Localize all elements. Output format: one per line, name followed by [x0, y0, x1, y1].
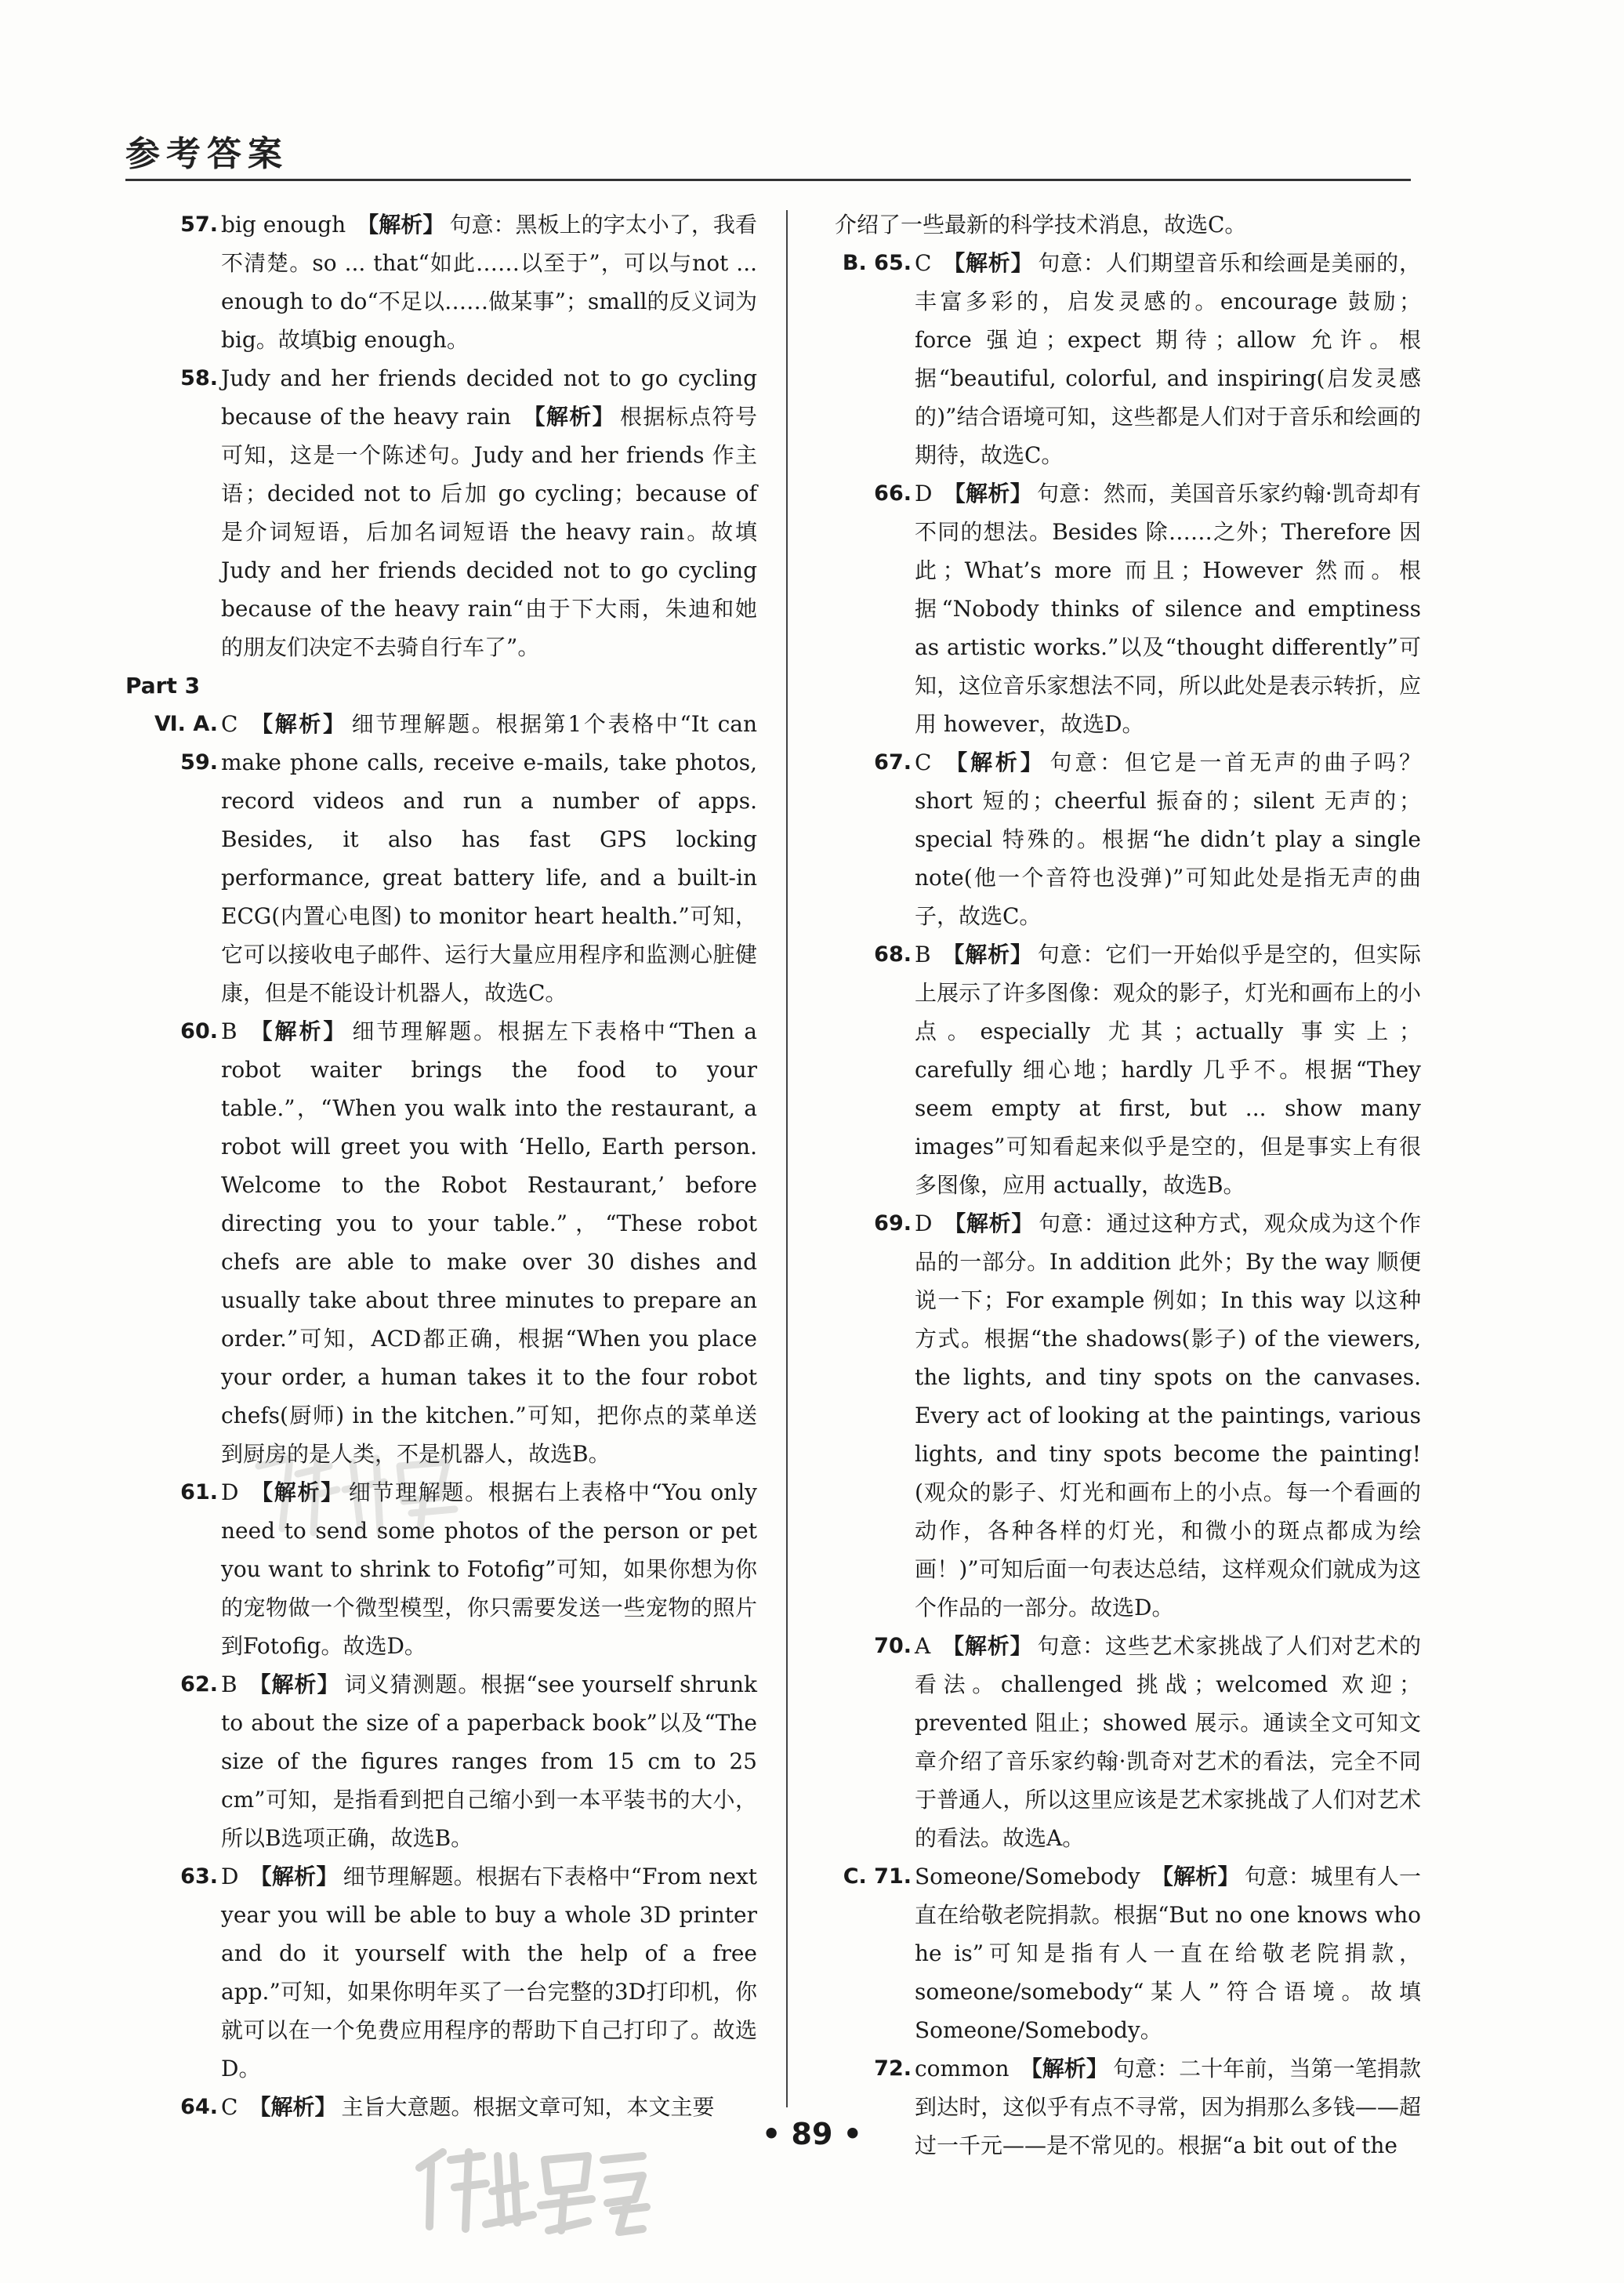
page-header-title: 参考答案	[125, 134, 288, 174]
question-number: 69.	[874, 1211, 912, 1236]
answer-value: D	[221, 1864, 239, 1889]
analysis-text: 细节理解题。根据右下表格中“From next year you will be able to buy a whole 3D printer and do it yourself with the help of a free app.”可知，如果你明年买了一台完整的3D打印机，你就可以在一个免费应用程序的帮助下自己打印了。故选D。	[221, 1864, 757, 2082]
analysis-text: 句意：通过这种方式，观众成为这个作品的一部分。In addition 此外；By the way 顺便说一下；For example 例如；In this way 以这种方式。根据“the shadows(影子) of the viewers, the lights, and tiny spots on the canvases. Every act of looking at the paintings, various lights, and tiny spots become the painting!(观众的影子、灯光和画布上的小点。每一个看画的动作，各种各样的灯光，和微小的斑点都成为绘画！)”可知后面一句表达总结，这样观众们就成为这个作品的一部分。故选D。	[915, 1210, 1421, 1621]
analysis-text: 根据标点符号可知，这是一个陈述句。Judy and her friends 作主语；decided not to 后加 go cycling；because of 是介词短语，后加名词短语 the heavy rain。故填 Judy and her friends decided not to go cycling because of the heavy rain“由于下大雨，朱迪和她的朋友们决定不去骑自行车了”。	[221, 404, 757, 660]
part-heading: Part 3	[125, 673, 201, 699]
answer-value: B	[915, 942, 931, 967]
analysis-tag: 【解析】	[943, 1210, 1035, 1236]
answer-item	[125, 205, 757, 359]
analysis-text: 句意：二十年前，当第一笔捐款到达时，这似乎有点不寻常，因为捐那么多钱——超过一千元——是不常见的。根据“a bit out of the	[915, 2056, 1421, 2158]
answer-value: B	[221, 1671, 237, 1697]
watermark-logo	[408, 2136, 658, 2238]
analysis-tag: 【解析】	[248, 1671, 340, 1697]
answer-item	[125, 1665, 757, 1857]
answer-item	[819, 474, 1421, 743]
answer-value: C	[915, 250, 932, 276]
answer-value: A	[915, 1633, 931, 1659]
question-number: 60.	[180, 1019, 218, 1044]
column-divider	[786, 210, 788, 2107]
question-number: 63.	[180, 1864, 218, 1889]
analysis-tag: 【解析】	[249, 1864, 339, 1889]
analysis-tag: 【解析】	[248, 2094, 337, 2120]
analysis-text: 句意：人们期望音乐和绘画是美丽的，丰富多彩的，启发灵感的。encourage 鼓励；force 强迫；expect 期待；allow 允许。根据“beautiful, colorful, and inspiring(启发灵感的)”结合语境可知，这些都是人们对于音乐和绘画的期待，故选C。	[915, 250, 1421, 468]
analysis-text: 细节理解题。根据右上表格中“You only need to send some photos of the person or pet you want to shrink to Fotofig”可知，如果你想为你的宠物做一个微型模型，你只需要发送一些宠物的照片到Fotofig。故选D。	[221, 1479, 757, 1659]
analysis-tag: 【解析】	[357, 212, 445, 238]
analysis-tag: 【解析】	[248, 1018, 348, 1044]
question-number: 58.	[180, 366, 218, 390]
analysis-text: 句意：这些艺术家挑战了人们对艺术的看法。challenged 挑战；welcomed 欢迎；prevented 阻止；showed 展示。通读全文可知文章介绍了音乐家约翰·凯奇对艺术的看法，完全不同于普通人，所以这里应该是艺术家挑战了人们对艺术的看法。故选A。	[915, 1633, 1421, 1851]
header-rule	[125, 179, 1411, 181]
answer-value: B	[221, 1018, 237, 1044]
question-number: Ⅵ. A. 59.	[154, 712, 218, 775]
question-number: 66.	[874, 481, 912, 506]
analysis-tag: 【解析】	[943, 481, 1032, 506]
answer-item	[819, 1627, 1421, 1857]
answer-item	[819, 244, 1421, 474]
analysis-text: 句意：它们一开始似乎是空的，但实际上展示了许多图像：观众的影子，灯光和画布上的小点。especially 尤其；actually 事实上；carefully 细心地；hardly 几乎不。根据“They seem empty at first, but ... show many images”可知看起来似乎是空的，但是事实上有很多图像，应用 actually，故选B。	[915, 942, 1421, 1198]
answer-value: D	[221, 1479, 239, 1505]
question-number: 72.	[874, 2056, 912, 2081]
question-number: 57.	[180, 212, 218, 237]
right-column	[819, 205, 1421, 2165]
answer-item	[125, 705, 757, 1012]
analysis-tag: 【解析】	[1020, 2056, 1108, 2082]
analysis-text: 句意：黑板上的字太小了，我看不清楚。so ... that“如此……以至于”，可以与not ... enough to do“不足以……做某事”；small的反义词为big。故填big enough。	[221, 212, 757, 353]
analysis-tag: 【解析】	[248, 711, 347, 737]
page-number: • 89 •	[762, 2117, 862, 2151]
left-column	[125, 205, 757, 2126]
answer-item	[819, 1857, 1421, 2049]
answer-value: D	[915, 481, 933, 506]
answer-item	[819, 935, 1421, 1204]
analysis-tag: 【解析】	[249, 1479, 344, 1505]
question-number: 68.	[874, 942, 912, 967]
analysis-tag: 【解析】	[1151, 1864, 1240, 1889]
analysis-text: 介绍了一些最新的科学技术消息，故选C。	[835, 212, 1247, 238]
question-number: 64.	[180, 2095, 218, 2119]
question-number: B. 65.	[842, 251, 912, 275]
analysis-text: 句意：然而，美国音乐家约翰·凯奇却有不同的想法。Besides 除……之外；Therefore 因此；What’s more 而且；However 然而。根据“Nobody thinks of silence and emptiness as artistic works.”以及“thought differently”可知，这位音乐家想法不同，所以此处是表示转折，应用 however，故选D。	[915, 481, 1421, 737]
analysis-text: 细节理解题。根据第1个表格中“It can make phone calls, receive e-mails, take photos, record videos and run a number of apps. Besides, it also has fast GPS locking performance, great battery life, and a built-in ECG(内置心电图) to monitor heart health.”可知，它可以接收电子邮件、运行大量应用程序和监测心脏健康，但是不能设计机器人，故选C。	[221, 711, 757, 1006]
answer-value: common	[915, 2056, 1010, 2082]
answer-value: D	[915, 1210, 933, 1236]
question-number: 62.	[180, 1672, 218, 1697]
answer-item	[819, 205, 1421, 244]
analysis-tag: 【解析】	[941, 942, 1033, 967]
analysis-text: 句意：城里有人一直在给敬老院捐款。根据“But no one knows who he is”可知是指有人一直在给敬老院捐款，someone/somebody“某人”符合语境。故填 Someone/Somebody。	[915, 1864, 1421, 2043]
analysis-tag: 【解析】	[942, 250, 1034, 276]
answer-value: C	[915, 750, 932, 775]
answer-item	[125, 1012, 757, 1473]
question-number: 70.	[874, 1634, 912, 1658]
question-number: 61.	[180, 1480, 218, 1504]
answer-value: Someone/Somebody	[915, 1864, 1140, 1889]
analysis-text: 主旨大意题。根据文章可知，本文主要	[341, 2094, 715, 2120]
question-number: C. 71.	[843, 1864, 912, 1889]
analysis-text: 细节理解题。根据左下表格中“Then a robot waiter brings the food to your table.”，“When you walk into the restaurant, a robot will greet you with ‘Hello, Earth person. Welcome to the Robot Restaurant,’ before directing you to your table.”，“These robot chefs are able to make over 30 dishes and usually take about three minutes to prepare an order.”可知，ACD都正确，根据“When you place your order, a human takes it to the four robot chefs(厨师) in the kitchen.”可知，把你点的菜单送到厨房的是人类，不是机器人，故选B。	[221, 1018, 757, 1467]
analysis-tag: 【解析】	[941, 1633, 1033, 1659]
analysis-text: 词义猜测题。根据“see yourself shrunk to about the size of a paperback book”以及“The size of the figures ranges from 15 cm to 25 cm”可知，是指看到把自己缩小到一本平装书的大小，所以B选项正确，故选B。	[221, 1671, 757, 1851]
answer-item	[819, 743, 1421, 935]
analysis-tag: 【解析】	[522, 404, 616, 430]
question-number: 67.	[874, 750, 912, 775]
answer-value: C	[221, 2094, 238, 2120]
watermark-logo-faint	[243, 1443, 478, 1544]
analysis-text: 句意：但它是一首无声的曲子吗？short 短的；cheerful 振奋的；silent 无声的；special 特殊的。根据“he didn’t play a single note(他一个音符也没弹)”可知此处是指无声的曲子，故选C。	[915, 750, 1421, 929]
analysis-tag: 【解析】	[942, 750, 1046, 775]
answer-value: big enough	[221, 212, 346, 238]
answer-item	[819, 1204, 1421, 1627]
answer-value: C	[221, 711, 238, 737]
answer-item	[125, 1857, 757, 2088]
answer-value: Judy and her friends decided not to go cycling because of the heavy rain	[221, 365, 757, 430]
answer-item	[125, 359, 757, 666]
